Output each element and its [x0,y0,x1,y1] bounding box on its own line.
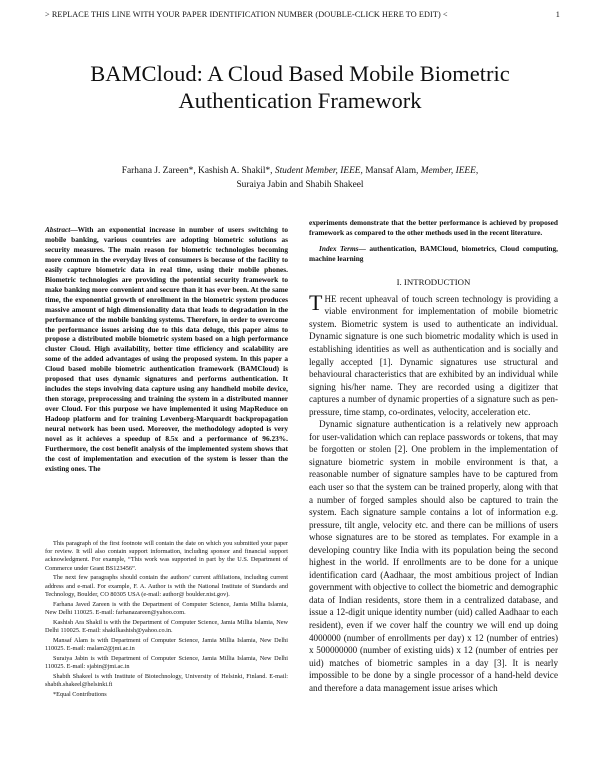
abstract-label: Abstract [45,225,71,234]
author-membership-1: Student Member, IEEE, [274,166,363,176]
intro-paragraph-1 [309,289,558,418]
footnote-item: Suraiya Jabin is with Department of Computer Science, Jamia Millia Islamia, New Delhi 110025. E-mail: sjabin@jmi.ac.in [45,654,288,670]
right-column [309,218,558,694]
author-membership-2: Member, IEEE, [420,166,479,176]
intro-paragraph-1-text: HE recent upheaval of touch screen technology is providing a viable environment for implementation of mobile biometric system. Biometric system is used to authenticate an individual. Dynamic signature is one such biometric modality which is used in establishing identities as well as authentication and is socially and legally accepted [1]. Dynamic signatures use structural and behavioural characteristics that are exhibited by an individual while signing his/her name. They are recorded using a digitizer that captures a number of dynamic properties of a signature such as pen-pressure, time stamp, co-ordinates, velocity, acceleration etc. [309,293,558,417]
header-text: > REPLACE THIS LINE WITH YOUR PAPER IDENTIFICATION NUMBER (DOUBLE-CLICK HERE TO EDIT) < [45,10,448,19]
drop-cap: T [309,289,323,315]
introduction-body [309,289,558,695]
footnote-item: *Equal Contributions [53,690,107,698]
author-list [60,165,540,192]
abstract-continuation: experiments demonstrate that the better performance is achieved by proposed framework as compared to the other methods used in the recent literature. [309,218,558,237]
abstract-text: —With an exponential increase in number of users switching to mobile banking, various countries are adopting biometric solutions as security measures. The main reason for biometric technologies becoming more common in the everyday lives of consumers is because of the facility to easily capture biometric data in real time, using their mobile phones. Biometric technologies are providing the potential security framework to make banking more convenient and secure than it has ever been. At the same time, the exponential growth of enrollment in the biometric system produces massive amount of high dimensionality data that leads to degradation in the performance of the mobile banking systems. Therefore, in order to overcome the performance issues arising due to this data deluge, this paper aims to propose a distributed mobile biometric system based on a high performance cluster Cloud. High availability, better time efficiency and scalability are some of the added advantages of using the proposed system. In this paper a Cloud based mobile biometric authentication framework (BAMCloud) is proposed that uses dynamic signatures and performs authentication. It includes the steps involving data capture using any handheld mobile device, then storage, preprocessing and training the system in a distributed manner over Cloud. For this purpose we have implemented it using MapReduce on Hadoop platform and for training Levenberg-Marquardt backpropagation neural network has been used. Moreover, the methodology adopted is very novel as it achieves a speedup of 8.5x and a performance of 96.23%. Furthermore, the cost benefit analysis of the implemented system shows that the cost of implementation and execution of the system is lesser than the existing ones. The [45,225,288,473]
index-terms-text: — authentication, BAMCloud, biometrics, Cloud computing, machine learning [309,243,558,263]
footnote-item: Shabih Shakeel is with Institute of Biotechnology, University of Helsinki, Finland. E-mail: shabih.shakeel@helsinki.fi [45,672,288,688]
author-line-1 [60,165,540,179]
index-terms-label: Index Terms [319,243,359,253]
title-line-2: Authentication Framework [178,88,422,113]
footnote-item: This paragraph of the first footnote will contain the date on which you submitted your paper for review. It will also contain support information, including sponsor and financial support acknowledgment. For example, “This work was supported in part by the U.S. Department of Commerce under Grant BS123456”. [45,540,288,572]
intro-paragraph-2: Dynamic signature authentication is a relatively new approach for user-validation which can replace passwords or tokens, that may be forgotten or stolen [2]. One problem in the implementation of signature biometric system in mobile environment is that, a reasonable number of signature samples have to be captured from each user so that the system can be trained properly, along with that a number of forged samples should also be captured to train the system. Each signature sample contains a lot of information e.g. pressure, tilt angle, velocity etc. and there can be millions of users whose signatures are to be stored as templates. For example in a developing country like India with its population being the second highest in the world. If enrollments are to be done for a unique identification card (Aadhaar, the most ambitious project of Indian government with objective to collect the biometric and demographic data of Indian residents, store them in a centralized database, and issue a 12-digit unique identity number (uid) called Aadhaar to each resident), even if we cover half the country we will end up doing 4000000 (number of enrollments per day) x 12 (number of entries) x 500000000 (number of existing uids) x 12 (number of entries per uid) matches of biometric samples in a day [3]. It is nearly impossible to be done by a single processor of a hand-held device and therefore a data management issue arises which [309,419,558,693]
title-line-1: BAMCloud: A Cloud Based Mobile Biometric [90,61,510,86]
author-mansaf: Mansaf Alam, [365,166,419,176]
footnote-item: The next few paragraphs should contain the authors’ current affiliations, including current address and e-mail. For example, F. A. Author is with the National Institute of Standards and Technology, Boulder, CO 80305 USA (e-mail: author@ boulder.nist.gov). [45,574,288,598]
authors-first: Farhana J. Zareen*, Kashish A. Shakil*, [121,166,273,176]
footnote-item: Farhana Javed Zareen is with the Department of Computer Science, Jamia Millia Islamia, New Delhi 110025. E-mail: farhanazareen@yahoo.com. [45,600,288,616]
page-header [45,10,560,19]
paper-title [0,60,600,114]
page-number: 1 [555,10,560,19]
index-terms [309,244,558,264]
footnote-item: Mansaf Alam is with Department of Computer Science, Jamia Millia Islamia, New Delhi 110025. E-mail: malam2@jmi.ac.in [45,636,288,652]
section-heading-introduction: I. INTRODUCTION [396,276,471,287]
footnotes [45,540,288,700]
footnote-item: Kashish Ara Shakil is with the Department of Computer Science, Jamia Millia Islamia, New Delhi 110025. E-mail: shakilkashish@yahoo.co.in. [45,618,288,634]
abstract [45,225,288,474]
author-line-2: Suraiya Jabin and Shabih Shakeel [236,179,364,190]
